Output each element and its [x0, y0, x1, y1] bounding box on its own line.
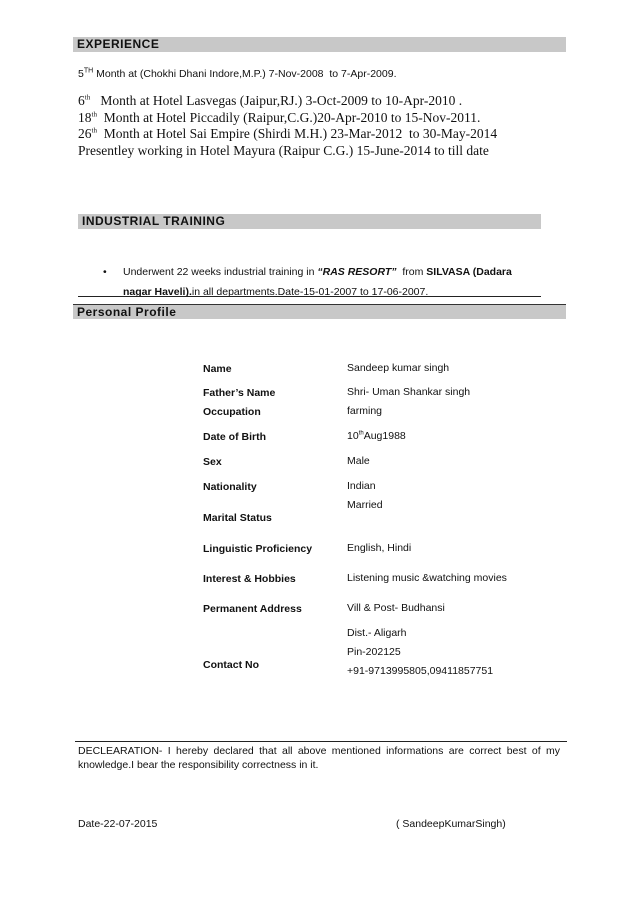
- father-name-value: Shri- Uman Shankar singh: [347, 386, 471, 398]
- experience-line-4: 26th Month at Hotel Sai Empire (Shirdi M.H.) 23-Mar-2012 to 30-May-2014: [78, 126, 498, 141]
- profile-heading: [73, 304, 566, 319]
- sex-value: Male: [347, 455, 370, 467]
- name-value: Sandeep kumar singh: [347, 362, 450, 374]
- footer-signature: ( SandeepKumarSingh): [396, 818, 506, 830]
- interests-value: Listening music &watching movies: [347, 572, 507, 584]
- declaration-divider: [75, 741, 567, 742]
- sex-label: Sex: [203, 456, 222, 468]
- profile-title: Personal Profile: [77, 305, 177, 319]
- marital-status-value: Married: [347, 499, 383, 511]
- contact-label: Contact No: [203, 659, 259, 671]
- address-line-2: Dist.- Aligarh: [347, 627, 407, 639]
- bullet-icon: •: [103, 266, 107, 278]
- experience-line-3: 18th Month at Hotel Piccadily (Raipur,C.G.)20-Apr-2010 to 15-Nov-2011.: [78, 109, 481, 125]
- marital-status-label: Marital Status: [203, 512, 272, 524]
- contact-value: +91-9713995805,09411857751: [347, 665, 494, 677]
- nationality-value: Indian: [347, 480, 376, 492]
- nationality-label: Nationality: [203, 481, 257, 493]
- interests-label: Interest & Hobbies: [203, 573, 296, 585]
- occupation-label: Occupation: [203, 406, 261, 418]
- training-divider: [78, 296, 541, 297]
- training-text: Underwent 22 weeks industrial training in “RAS RESORT” from SILVASA (Dadara nagar Haveli).in all departments.Date-15-01-2007 to 17-06-2007.: [123, 266, 512, 298]
- experience-line-2: 6th Month at Hotel Lasvegas (Jaipur,RJ.) 3-Oct-2009 to 10-Apr-2010 .: [78, 93, 463, 108]
- declaration-text: DECLEARATION- I hereby declared that all above mentioned informations are correct best of my knowledge.I bear the responsibility correctness in it.: [78, 745, 560, 771]
- training-title: INDUSTRIAL TRAINING: [82, 214, 226, 228]
- dob-value: 10thAug1988: [347, 430, 406, 442]
- dob-label: Date of Birth: [203, 431, 266, 443]
- address-line-3: Pin-202125: [347, 646, 401, 658]
- name-label: Name: [203, 363, 232, 375]
- occupation-value: farming: [347, 405, 383, 417]
- address-line-1: Vill & Post- Budhansi: [347, 602, 445, 614]
- experience-line-current: Presentley working in Hotel Mayura (Raipur C.G.) 15-June-2014 to till date: [78, 142, 489, 158]
- experience-title: EXPERIENCE: [77, 37, 160, 51]
- footer-date: Date-22-07-2015: [78, 818, 158, 830]
- training-heading: [78, 214, 541, 229]
- experience-list: [78, 93, 497, 159]
- linguistic-label: Linguistic Proficiency: [203, 543, 313, 555]
- experience-line-1: 5TH Month at (Chokhi Dhani Indore,M.P.) 7-Nov-2008 to 7-Apr-2009.: [78, 67, 397, 80]
- experience-heading: [73, 37, 566, 52]
- linguistic-value: English, Hindi: [347, 542, 412, 554]
- father-name-label: Father’s Name: [203, 387, 276, 399]
- address-label: Permanent Address: [203, 603, 302, 615]
